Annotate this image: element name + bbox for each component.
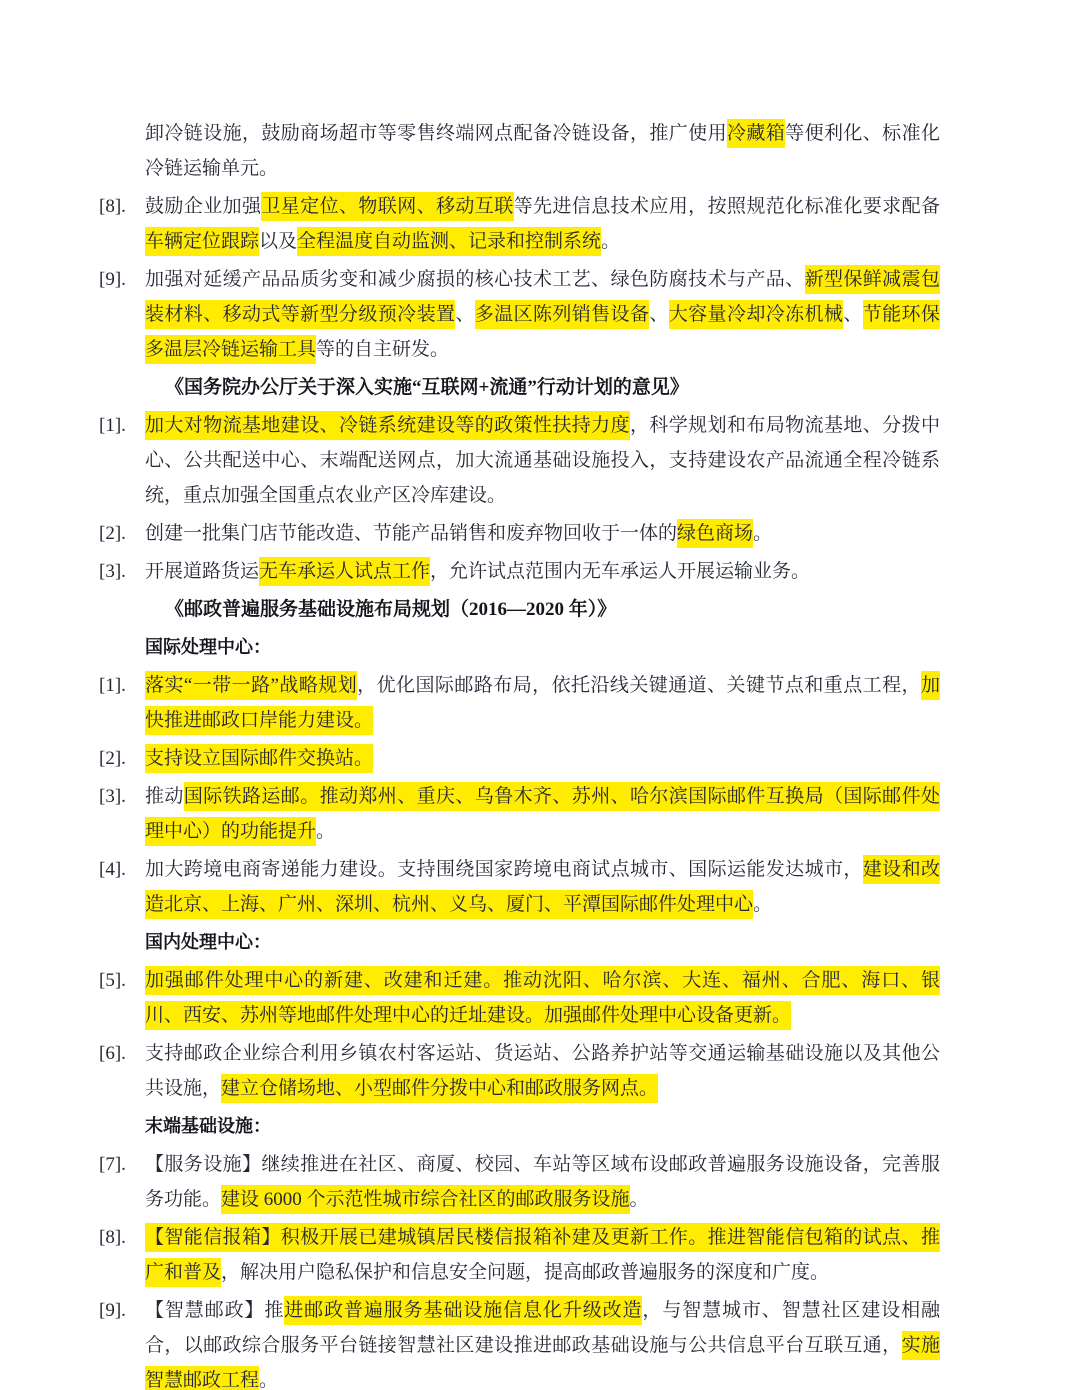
item-number: [2]. <box>99 748 126 769</box>
item-number: [3]. <box>99 786 126 807</box>
paragraph <box>99 1036 940 1106</box>
item-number: [1]. <box>99 415 126 436</box>
paragraph-text <box>145 519 772 548</box>
paragraph <box>99 852 940 922</box>
text-segment: ，允许试点范围内无车承运人开展运输业务。 <box>430 561 811 582</box>
text-segment: 。 <box>601 231 621 252</box>
text-segment: 以及 <box>259 231 298 252</box>
item-number: [5]. <box>99 970 126 991</box>
item-number: [4]. <box>99 859 126 880</box>
item-number: [2]. <box>99 523 126 544</box>
text-segment: 【智慧邮政】推 <box>145 1300 285 1321</box>
paragraph-text <box>145 782 940 846</box>
paragraph <box>99 554 940 589</box>
text-segment: 、 <box>455 304 475 325</box>
highlighted-text-segment: 推动郑州、重庆、乌鲁木齐、苏州、哈尔滨国际邮件互换局（国际邮件处理中心）的功能提升 <box>145 782 940 846</box>
text-segment: 卸冷链设施，鼓励商场超市等零售终端网点配备冷链设备，推广使用 <box>145 123 727 144</box>
paragraph <box>99 408 940 513</box>
text-segment: 。 <box>753 523 773 544</box>
paragraph-text <box>145 557 810 586</box>
paragraph <box>99 189 940 259</box>
item-number: [3]. <box>99 561 126 582</box>
highlighted-text-segment: 加快推进邮政口岸能力建设。 <box>145 671 940 735</box>
paragraph <box>99 668 940 738</box>
paragraph <box>99 963 940 1033</box>
highlighted-text-segment: 支持设立国际邮件交换站。 <box>145 744 373 773</box>
text-segment: 开展道路货运 <box>145 561 260 582</box>
paragraph <box>99 741 940 776</box>
highlighted-text-segment: 节能环保多温层冷链运输工具 <box>145 300 940 364</box>
text-segment: 。 <box>316 821 336 842</box>
paragraph-text <box>145 265 940 364</box>
paragraph-text <box>145 1154 940 1214</box>
text-segment: 推动 <box>145 786 184 807</box>
highlighted-text-segment: 车辆定位跟踪 <box>145 227 259 256</box>
section-heading: 末端基础设施： <box>145 1116 271 1136</box>
text-segment: 、 <box>843 304 863 325</box>
paragraph-text <box>145 1043 940 1103</box>
paragraph-text <box>145 411 940 506</box>
highlighted-text-segment: 多温区陈列销售设备 <box>475 300 650 329</box>
text-segment: ，解决用户隐私保护和信息安全问题，提高邮政普遍服务的深度和广度。 <box>221 1262 830 1283</box>
paragraph <box>99 262 940 367</box>
text-segment: ，与智慧城市、智慧社区建设相融合，以邮政综合服务平台链接智慧社区建设推进邮政基础设施与公共信息平台互联互通， <box>145 1300 940 1356</box>
highlighted-text-segment: 落实“一带一路”战略规划 <box>145 671 357 700</box>
text-segment: 。 <box>259 1370 279 1390</box>
text-segment: 加强对延缓产品品质劣变和减少腐损的核心技术工艺、绿色防腐技术与产品、 <box>145 269 805 290</box>
highlighted-text-segment: 建立仓储场地、小型邮件分拨中心和邮政服务网点。 <box>221 1074 658 1103</box>
item-number: [9]. <box>99 1300 126 1321</box>
paragraph <box>99 516 940 551</box>
highlighted-text-segment: 进邮政普遍服务基础设施信息化升级改造 <box>284 1296 642 1325</box>
item-number: [1]. <box>99 675 126 696</box>
item-number: [7]. <box>99 1154 126 1175</box>
item-number: [8]. <box>99 1227 126 1248</box>
highlighted-text-segment: 卫星定位、物联网、移动互联 <box>261 192 513 221</box>
text-segment: 鼓励企业加强 <box>145 196 262 217</box>
highlighted-text-segment: 绿色商场 <box>677 519 753 548</box>
text-segment: 。 <box>753 894 773 915</box>
highlighted-text-segment: 国际铁路运邮。 <box>184 782 320 811</box>
paragraph <box>99 1220 940 1290</box>
paragraph-text <box>145 1296 940 1390</box>
paragraph <box>99 116 940 186</box>
highlighted-text-segment: 建设 6000 个示范性城市综合社区的邮政服务设施 <box>221 1185 630 1214</box>
paragraph-text <box>145 744 373 773</box>
highlighted-text-segment: 实施智慧邮政工程 <box>145 1331 940 1390</box>
text-segment: 创建一批集门店节能改造、节能产品销售和废弃物回收于一体的 <box>145 523 678 544</box>
text-segment: 等便利化、标准化冷链运输单元。 <box>145 123 940 179</box>
text-segment: ，优化国际邮路布局，依托沿线关键通道、关键节点和重点工程， <box>357 675 921 696</box>
document-title: 《国务院办公厅关于深入实施“互联网+流通”行动计划的意见》 <box>165 377 689 398</box>
highlighted-text-segment: 加强邮件处理中心的新建、改建和迁建。推动沈阳、哈尔滨、大连、福州、合肥、海口、银川、西安、苏州等地邮件处理中心的迁址建设。加强邮件处理中心设备更新。 <box>145 966 940 1030</box>
highlighted-text-segment: 无车承运人试点工作 <box>259 557 430 586</box>
paragraph-text <box>145 119 940 179</box>
paragraph <box>99 1147 940 1217</box>
highlighted-text-segment: 【智能信报箱】积极开展已建城镇居民楼信报箱补建及更新工作。推进智能信包箱的试点、推广和普及 <box>145 1223 940 1287</box>
text-segment: 、 <box>649 304 669 325</box>
highlighted-text-segment: 冷藏箱 <box>727 119 785 148</box>
paragraph-text <box>145 671 940 735</box>
paragraph-text <box>145 966 940 1030</box>
highlighted-text-segment: 全程温度自动监测、记录和控制系统 <box>297 227 601 256</box>
document-title: 《邮政普遍服务基础设施布局规划（2016—2020 年）》 <box>165 599 617 620</box>
text-segment: 加大跨境电商寄递能力建设。支持围绕国家跨境电商试点城市、国际运能发达城市， <box>145 859 863 880</box>
highlighted-text-segment: 新型保鲜减震包装材料、移动式等新型分级预冷装置 <box>145 265 940 329</box>
paragraph <box>99 779 940 849</box>
text-segment: 【服务设施】继续推进在社区、商厦、校园、车站等区域布设邮政普遍服务设施设备，完善服务功能。 <box>145 1154 940 1210</box>
section-heading: 国际处理中心： <box>145 637 271 657</box>
text-segment: 等的自主研发。 <box>316 339 450 360</box>
text-segment: 等先进信息技术应用，按照规范化标准化要求配备 <box>513 196 940 217</box>
paragraph-text <box>145 192 940 256</box>
paragraph-text <box>145 1223 940 1287</box>
highlighted-text-segment: 大容量冷却冷冻机械 <box>669 300 844 329</box>
paragraph-text <box>145 855 940 919</box>
item-number: [6]. <box>99 1043 126 1064</box>
highlighted-text-segment: 建设和改造北京、上海、广州、深圳、杭州、义乌、厦门、平潭国际邮件处理中心 <box>145 855 940 919</box>
highlighted-text-segment: 加大对物流基地建设、冷链系统建设等的政策性扶持力度 <box>145 411 630 440</box>
item-number: [9]. <box>99 269 126 290</box>
text-segment: 。 <box>629 1189 649 1210</box>
text-segment: 支持邮政企业综合利用乡镇农村客运站、货运站、公路养护站等交通运输基础设施以及其他公共设施， <box>145 1043 940 1099</box>
text-segment: ，科学规划和布局物流基地、分拨中心、公共配送中心、末端配送网点，加大流通基础设施投入，支持建设农产品流通全程冷链系统，重点加强全国重点农业产区冷库建设。 <box>145 415 940 506</box>
section-heading: 国内处理中心： <box>145 932 271 952</box>
item-number: [8]. <box>99 196 126 217</box>
paragraph <box>99 1293 940 1390</box>
